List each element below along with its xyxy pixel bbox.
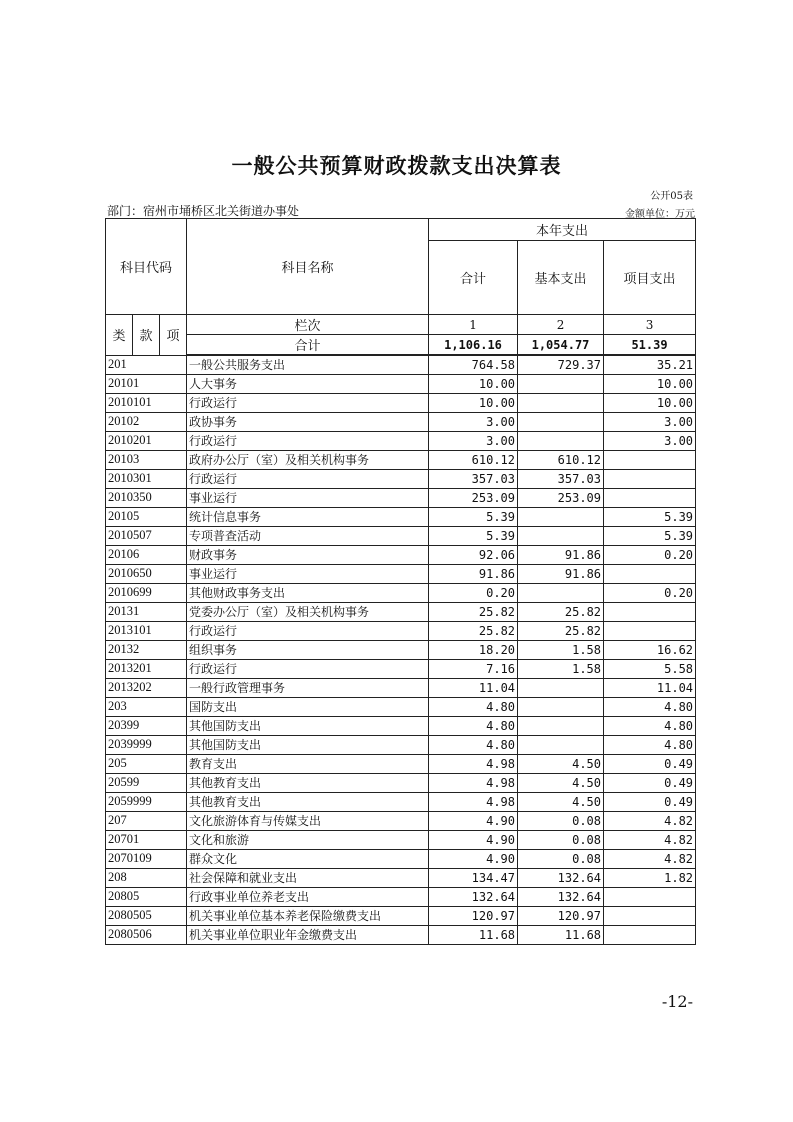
row-total: 357.03 [429, 469, 518, 488]
row-total: 120.97 [429, 906, 518, 925]
row-project [604, 602, 696, 621]
table-row [106, 792, 696, 811]
row-total: 5.39 [429, 526, 518, 545]
row-basic: 0.08 [518, 811, 604, 830]
row-name: 其他教育支出 [187, 792, 429, 811]
page-title: 一般公共预算财政拨款支出决算表 [231, 154, 562, 178]
row-project [604, 887, 696, 906]
row-basic: 0.08 [518, 830, 604, 849]
row-code: 2013101 [106, 621, 187, 640]
row-total: 3.00 [429, 412, 518, 431]
row-code: 20399 [106, 716, 187, 735]
row-total: 11.04 [429, 678, 518, 697]
row-basic [518, 716, 604, 735]
table-row [106, 564, 696, 583]
table-row [106, 583, 696, 602]
header-year-group: 本年支出 [429, 219, 696, 241]
row-project: 3.00 [604, 412, 696, 431]
row-project: 10.00 [604, 374, 696, 393]
header-col1: 1 [429, 315, 518, 335]
row-project: 4.80 [604, 697, 696, 716]
table-row [106, 526, 696, 545]
table-row [106, 735, 696, 754]
row-code: 20131 [106, 602, 187, 621]
header-kuan: 款 [133, 315, 160, 356]
table-row [106, 374, 696, 393]
row-basic: 729.37 [518, 355, 604, 374]
row-name: 事业运行 [187, 564, 429, 583]
row-project: 4.80 [604, 716, 696, 735]
table-row [106, 545, 696, 564]
row-project [604, 488, 696, 507]
table-row [106, 450, 696, 469]
table-row [106, 773, 696, 792]
row-code: 2080505 [106, 906, 187, 925]
row-basic: 1.58 [518, 640, 604, 659]
row-name: 其他国防支出 [187, 735, 429, 754]
row-name: 行政运行 [187, 431, 429, 450]
row-project: 3.00 [604, 431, 696, 450]
row-code: 205 [106, 754, 187, 773]
row-basic [518, 735, 604, 754]
row-basic: 91.86 [518, 545, 604, 564]
row-project: 10.00 [604, 393, 696, 412]
table-row [106, 811, 696, 830]
row-basic: 253.09 [518, 488, 604, 507]
row-code: 2080506 [106, 925, 187, 944]
row-basic: 4.50 [518, 754, 604, 773]
row-name: 社会保障和就业支出 [187, 868, 429, 887]
row-total: 4.80 [429, 735, 518, 754]
row-code: 2010650 [106, 564, 187, 583]
header-xiang: 项 [160, 315, 187, 356]
row-basic: 4.50 [518, 773, 604, 792]
row-project: 1.82 [604, 868, 696, 887]
total-row-total: 1,106.16 [429, 335, 518, 356]
row-name: 其他财政事务支出 [187, 583, 429, 602]
row-project [604, 564, 696, 583]
expenditure-table [105, 218, 696, 945]
row-project: 0.49 [604, 792, 696, 811]
row-code: 20106 [106, 545, 187, 564]
row-code: 20101 [106, 374, 187, 393]
row-total: 25.82 [429, 602, 518, 621]
header-project: 项目支出 [604, 241, 696, 315]
total-row-basic: 1,054.77 [518, 335, 604, 356]
row-project: 5.39 [604, 526, 696, 545]
table-row [106, 754, 696, 773]
total-row-label: 合计 [187, 335, 429, 356]
row-code: 207 [106, 811, 187, 830]
header-name: 科目名称 [187, 219, 429, 315]
row-code: 2059999 [106, 792, 187, 811]
row-basic: 120.97 [518, 906, 604, 925]
row-basic [518, 431, 604, 450]
row-code: 2010507 [106, 526, 187, 545]
row-code: 2039999 [106, 735, 187, 754]
row-code: 2010350 [106, 488, 187, 507]
row-project [604, 450, 696, 469]
row-basic: 1.58 [518, 659, 604, 678]
row-code: 20599 [106, 773, 187, 792]
row-total: 18.20 [429, 640, 518, 659]
row-basic: 25.82 [518, 621, 604, 640]
row-total: 610.12 [429, 450, 518, 469]
header-total: 合计 [429, 241, 518, 315]
table-row [106, 602, 696, 621]
row-name: 机关事业单位基本养老保险缴费支出 [187, 906, 429, 925]
unit-label: 金额单位：万元 [625, 209, 695, 220]
row-basic: 610.12 [518, 450, 604, 469]
row-total: 11.68 [429, 925, 518, 944]
row-code: 20701 [106, 830, 187, 849]
table-row [106, 849, 696, 868]
row-total: 132.64 [429, 887, 518, 906]
row-name: 财政事务 [187, 545, 429, 564]
form-code: 公开05表 [650, 191, 693, 202]
table-row [106, 716, 696, 735]
row-name: 行政运行 [187, 469, 429, 488]
row-basic [518, 697, 604, 716]
row-code: 208 [106, 868, 187, 887]
table-row [106, 355, 696, 374]
row-basic: 132.64 [518, 868, 604, 887]
total-row-project: 51.39 [604, 335, 696, 356]
table-row [106, 640, 696, 659]
row-project: 35.21 [604, 355, 696, 374]
row-total: 3.00 [429, 431, 518, 450]
row-project: 0.49 [604, 773, 696, 792]
table-row [106, 621, 696, 640]
row-total: 92.06 [429, 545, 518, 564]
row-name: 教育支出 [187, 754, 429, 773]
table-row [106, 925, 696, 944]
table-row [106, 678, 696, 697]
row-basic [518, 393, 604, 412]
row-project [604, 925, 696, 944]
row-total: 4.90 [429, 849, 518, 868]
table-row [106, 659, 696, 678]
row-total: 4.80 [429, 697, 518, 716]
table-row [106, 868, 696, 887]
row-basic: 4.50 [518, 792, 604, 811]
row-project: 5.39 [604, 507, 696, 526]
table-row [106, 697, 696, 716]
row-total: 4.90 [429, 830, 518, 849]
header-code: 科目代码 [106, 219, 187, 315]
row-project: 0.49 [604, 754, 696, 773]
row-basic: 357.03 [518, 469, 604, 488]
row-basic [518, 412, 604, 431]
row-name: 机关事业单位职业年金缴费支出 [187, 925, 429, 944]
row-code: 201 [106, 355, 187, 374]
table-row [106, 431, 696, 450]
row-code: 2013202 [106, 678, 187, 697]
row-name: 行政事业单位养老支出 [187, 887, 429, 906]
row-project: 4.82 [604, 849, 696, 868]
row-basic [518, 374, 604, 393]
header-col2: 2 [518, 315, 604, 335]
row-total: 7.16 [429, 659, 518, 678]
header-basic: 基本支出 [518, 241, 604, 315]
row-basic [518, 583, 604, 602]
table-row [106, 507, 696, 526]
row-code: 203 [106, 697, 187, 716]
table-row [106, 393, 696, 412]
row-code: 2010699 [106, 583, 187, 602]
row-code: 20103 [106, 450, 187, 469]
row-name: 一般公共服务支出 [187, 355, 429, 374]
row-name: 组织事务 [187, 640, 429, 659]
row-name: 人大事务 [187, 374, 429, 393]
row-name: 其他教育支出 [187, 773, 429, 792]
row-code: 20132 [106, 640, 187, 659]
row-project [604, 621, 696, 640]
row-name: 文化和旅游 [187, 830, 429, 849]
table-row [106, 887, 696, 906]
row-project: 16.62 [604, 640, 696, 659]
row-basic: 132.64 [518, 887, 604, 906]
row-basic: 91.86 [518, 564, 604, 583]
row-total: 4.98 [429, 754, 518, 773]
row-total: 91.86 [429, 564, 518, 583]
row-project: 0.20 [604, 583, 696, 602]
table-row [106, 906, 696, 925]
row-name: 行政运行 [187, 659, 429, 678]
header-col3: 3 [604, 315, 696, 335]
row-project: 4.82 [604, 811, 696, 830]
row-project: 5.58 [604, 659, 696, 678]
row-basic [518, 678, 604, 697]
table-row [106, 830, 696, 849]
department-label: 部门：宿州市埇桥区北关街道办事处 [107, 204, 300, 218]
row-name: 统计信息事务 [187, 507, 429, 526]
header-lei: 类 [106, 315, 133, 356]
row-project: 4.82 [604, 830, 696, 849]
row-name: 文化旅游体育与传媒支出 [187, 811, 429, 830]
page-number: -12- [661, 992, 693, 1011]
row-code: 2013201 [106, 659, 187, 678]
row-basic [518, 526, 604, 545]
row-total: 10.00 [429, 393, 518, 412]
row-name: 一般行政管理事务 [187, 678, 429, 697]
table-row [106, 488, 696, 507]
row-name: 专项普查活动 [187, 526, 429, 545]
row-basic: 0.08 [518, 849, 604, 868]
row-name: 国防支出 [187, 697, 429, 716]
table-row [106, 412, 696, 431]
row-code: 2010301 [106, 469, 187, 488]
row-code: 2010101 [106, 393, 187, 412]
row-name: 行政运行 [187, 621, 429, 640]
row-name: 行政运行 [187, 393, 429, 412]
row-total: 25.82 [429, 621, 518, 640]
row-total: 4.80 [429, 716, 518, 735]
row-name: 政协事务 [187, 412, 429, 431]
row-code: 20105 [106, 507, 187, 526]
row-name: 党委办公厅（室）及相关机构事务 [187, 602, 429, 621]
row-total: 764.58 [429, 355, 518, 374]
row-name: 政府办公厅（室）及相关机构事务 [187, 450, 429, 469]
header-lanci: 栏次 [187, 315, 429, 335]
row-project [604, 469, 696, 488]
row-total: 0.20 [429, 583, 518, 602]
row-total: 4.98 [429, 792, 518, 811]
row-code: 2070109 [106, 849, 187, 868]
row-project: 11.04 [604, 678, 696, 697]
table-row [106, 469, 696, 488]
row-total: 10.00 [429, 374, 518, 393]
row-basic: 11.68 [518, 925, 604, 944]
row-total: 4.90 [429, 811, 518, 830]
row-total: 134.47 [429, 868, 518, 887]
row-code: 20805 [106, 887, 187, 906]
row-name: 事业运行 [187, 488, 429, 507]
row-total: 253.09 [429, 488, 518, 507]
row-total: 5.39 [429, 507, 518, 526]
row-project [604, 906, 696, 925]
row-basic: 25.82 [518, 602, 604, 621]
row-project: 4.80 [604, 735, 696, 754]
row-project: 0.20 [604, 545, 696, 564]
row-name: 群众文化 [187, 849, 429, 868]
row-total: 4.98 [429, 773, 518, 792]
row-code: 2010201 [106, 431, 187, 450]
row-name: 其他国防支出 [187, 716, 429, 735]
row-basic [518, 507, 604, 526]
row-code: 20102 [106, 412, 187, 431]
